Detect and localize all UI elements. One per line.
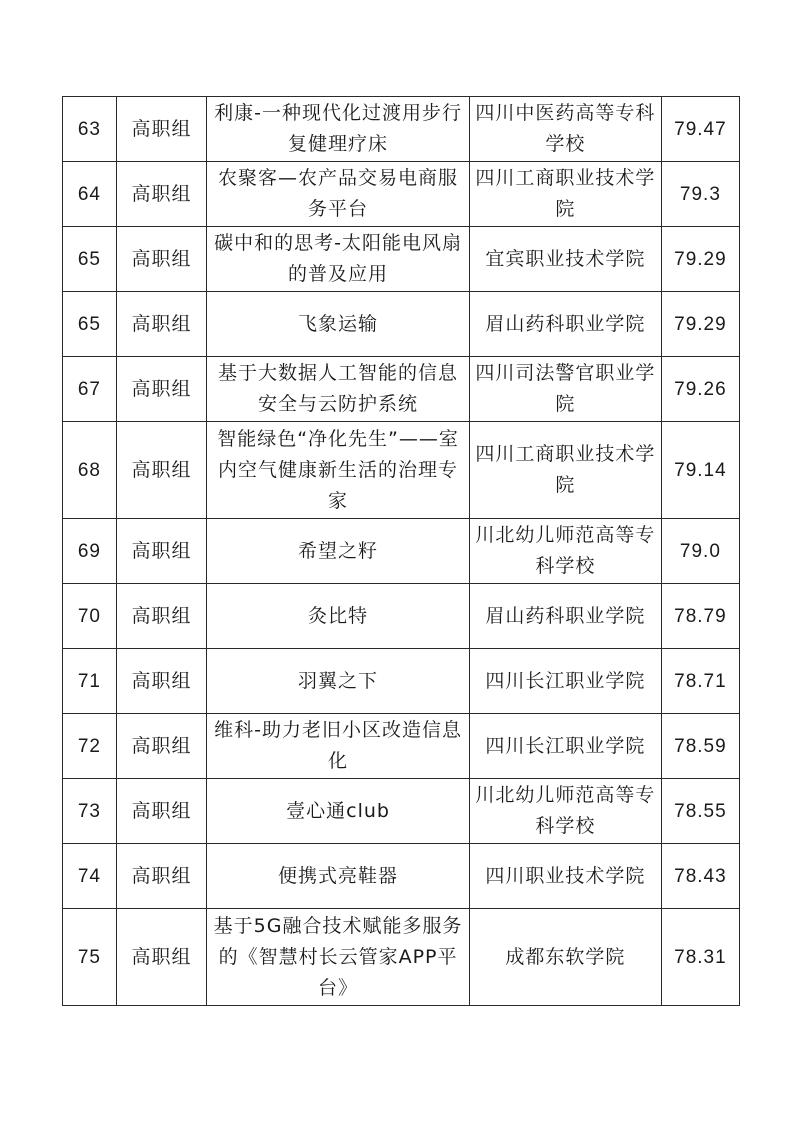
school-cell: 四川工商职业技术学院 — [469, 422, 661, 519]
project-cell: 基于5G融合技术赋能多服务的《智慧村长云管家APP平台》 — [207, 909, 470, 1006]
score-cell: 79.29 — [661, 292, 739, 357]
project-cell: 灸比特 — [207, 584, 470, 649]
group-cell: 高职组 — [116, 779, 206, 844]
school-cell: 四川工商职业技术学院 — [469, 162, 661, 227]
score-cell: 79.26 — [661, 357, 739, 422]
school-cell: 川北幼儿师范高等专科学校 — [469, 779, 661, 844]
school-cell: 四川司法警官职业学院 — [469, 357, 661, 422]
score-cell: 78.59 — [661, 714, 739, 779]
score-cell: 78.43 — [661, 844, 739, 909]
rank-cell: 71 — [63, 649, 117, 714]
project-cell: 壹心通club — [207, 779, 470, 844]
table-row — [63, 519, 740, 584]
score-cell: 78.55 — [661, 779, 739, 844]
project-cell: 飞象运输 — [207, 292, 470, 357]
project-cell: 智能绿色“净化先生”——室内空气健康新生活的治理专家 — [207, 422, 470, 519]
table-row — [63, 292, 740, 357]
group-cell: 高职组 — [116, 97, 206, 162]
score-cell: 78.31 — [661, 909, 739, 1006]
rank-cell: 74 — [63, 844, 117, 909]
school-cell: 四川长江职业学院 — [469, 714, 661, 779]
table-row — [63, 779, 740, 844]
table-row — [63, 844, 740, 909]
rank-cell: 67 — [63, 357, 117, 422]
school-cell: 宜宾职业技术学院 — [469, 227, 661, 292]
rank-cell: 69 — [63, 519, 117, 584]
school-cell: 眉山药科职业学院 — [469, 292, 661, 357]
table-row — [63, 97, 740, 162]
school-cell: 四川中医药高等专科学校 — [469, 97, 661, 162]
project-cell: 利康-一种现代化过渡用步行复健理疗床 — [207, 97, 470, 162]
group-cell: 高职组 — [116, 292, 206, 357]
group-cell: 高职组 — [116, 422, 206, 519]
project-cell: 便携式亮鞋器 — [207, 844, 470, 909]
school-cell: 眉山药科职业学院 — [469, 584, 661, 649]
rank-cell: 68 — [63, 422, 117, 519]
rank-cell: 72 — [63, 714, 117, 779]
project-cell: 希望之籽 — [207, 519, 470, 584]
rank-cell: 70 — [63, 584, 117, 649]
score-cell: 78.79 — [661, 584, 739, 649]
table-row — [63, 422, 740, 519]
school-cell: 成都东软学院 — [469, 909, 661, 1006]
group-cell: 高职组 — [116, 714, 206, 779]
rank-cell: 73 — [63, 779, 117, 844]
project-cell: 基于大数据人工智能的信息安全与云防护系统 — [207, 357, 470, 422]
score-cell: 79.14 — [661, 422, 739, 519]
rank-cell: 65 — [63, 227, 117, 292]
score-cell: 79.29 — [661, 227, 739, 292]
table-row — [63, 227, 740, 292]
score-cell: 79.47 — [661, 97, 739, 162]
school-cell: 川北幼儿师范高等专科学校 — [469, 519, 661, 584]
group-cell: 高职组 — [116, 357, 206, 422]
rank-cell: 65 — [63, 292, 117, 357]
project-cell: 维科-助力老旧小区改造信息化 — [207, 714, 470, 779]
rank-cell: 64 — [63, 162, 117, 227]
rank-cell: 63 — [63, 97, 117, 162]
score-cell: 79.3 — [661, 162, 739, 227]
rank-cell: 75 — [63, 909, 117, 1006]
project-cell: 农聚客—农产品交易电商服务平台 — [207, 162, 470, 227]
school-cell: 四川长江职业学院 — [469, 649, 661, 714]
table-row — [63, 357, 740, 422]
group-cell: 高职组 — [116, 584, 206, 649]
group-cell: 高职组 — [116, 162, 206, 227]
score-cell: 78.71 — [661, 649, 739, 714]
group-cell: 高职组 — [116, 909, 206, 1006]
group-cell: 高职组 — [116, 227, 206, 292]
table-row — [63, 162, 740, 227]
group-cell: 高职组 — [116, 844, 206, 909]
score-cell: 79.0 — [661, 519, 739, 584]
project-cell: 碳中和的思考-太阳能电风扇的普及应用 — [207, 227, 470, 292]
table-row — [63, 909, 740, 1006]
project-cell: 羽翼之下 — [207, 649, 470, 714]
group-cell: 高职组 — [116, 649, 206, 714]
results-table — [62, 96, 740, 1006]
table-row — [63, 714, 740, 779]
school-cell: 四川职业技术学院 — [469, 844, 661, 909]
table-row — [63, 584, 740, 649]
group-cell: 高职组 — [116, 519, 206, 584]
table-row — [63, 649, 740, 714]
